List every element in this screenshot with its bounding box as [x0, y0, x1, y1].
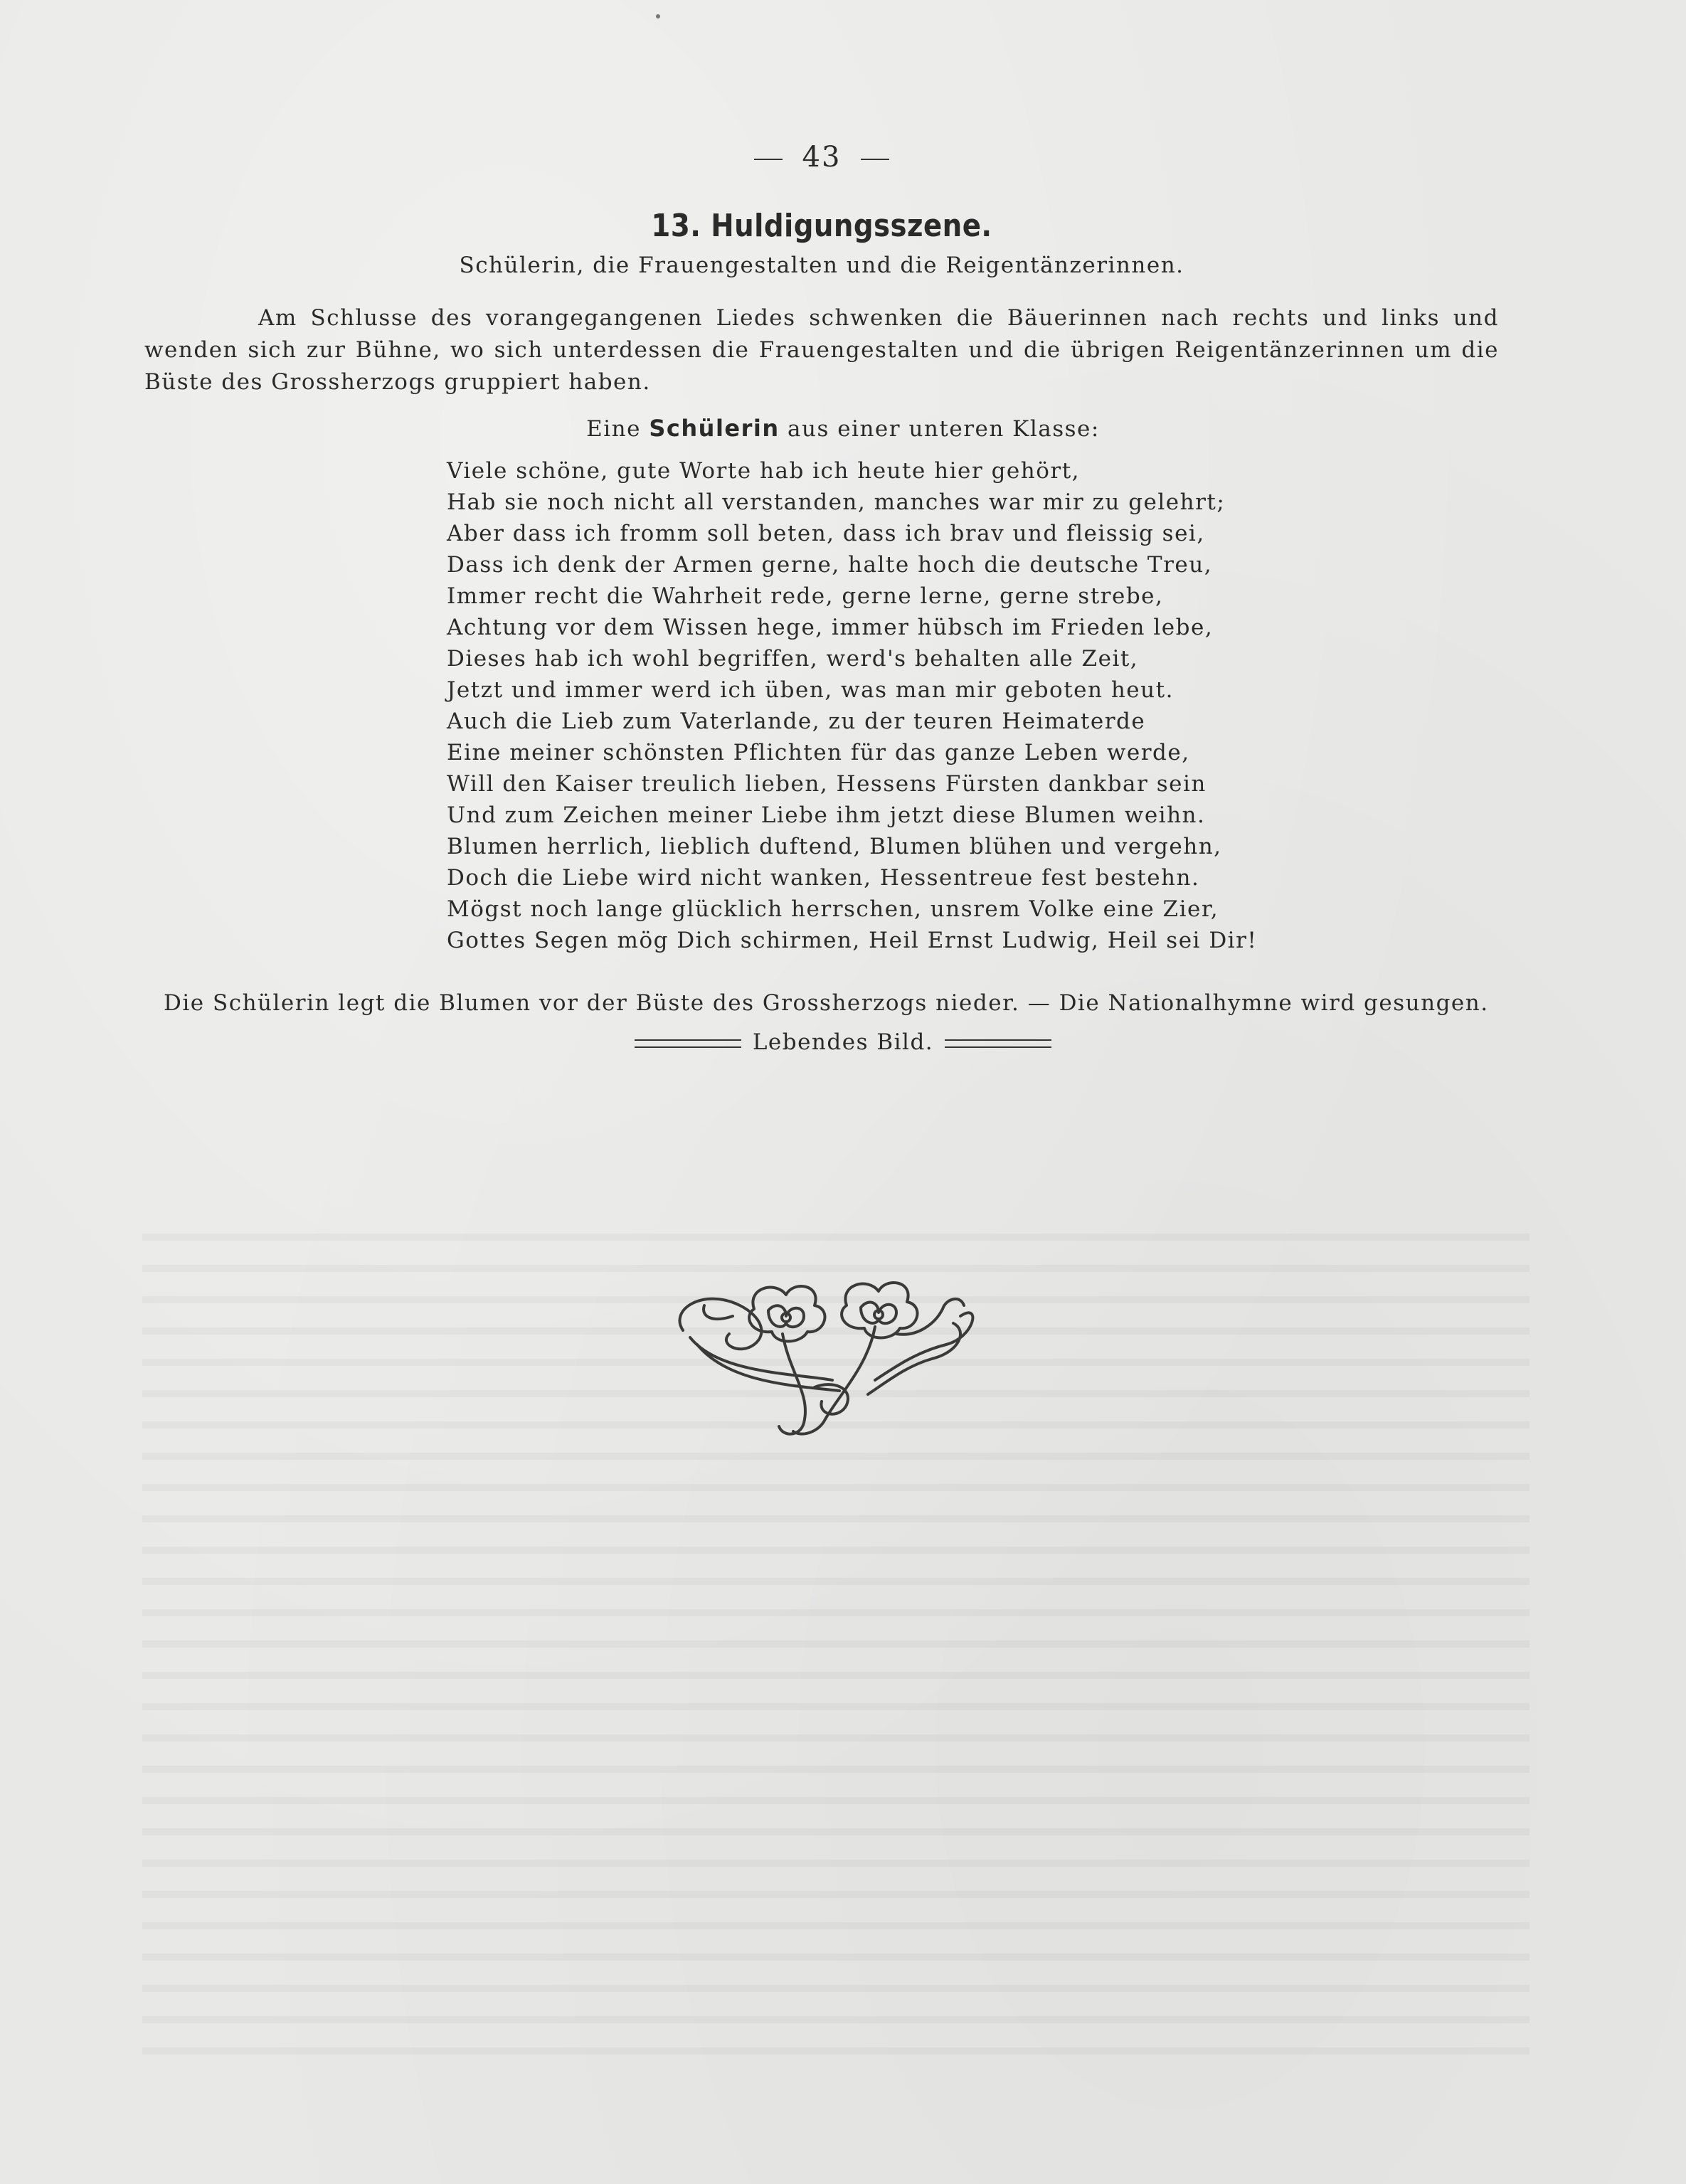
poem [447, 455, 1372, 956]
cast-list: Schülerin, die Frauengestalten und die Reigentänzerinnen. [459, 253, 1184, 278]
poem-line: Doch die Liebe wird nicht wanken, Hessentreue fest bestehn. [447, 865, 1200, 891]
dash-right [861, 159, 889, 160]
poem-line: Achtung vor dem Wissen hege, immer hübsch im Frieden lebe, [447, 615, 1214, 640]
speaker-name: Schülerin [649, 415, 780, 442]
poem-line: Viele schöne, gute Worte hab ich heute hier gehört, [447, 458, 1081, 484]
poem-line: Jetzt und immer werd ich üben, was man mir geboten heut. [447, 677, 1174, 703]
section-title-text: Huldigungsszene. [711, 208, 992, 244]
poem-line: Eine meiner schönsten Pflichten für das ganze Leben werde, [447, 740, 1190, 765]
page-number [0, 141, 1643, 174]
poem-line: Auch die Lieb zum Vaterlande, zu der teuren Heimaterde [447, 709, 1146, 734]
speaker-intro [0, 415, 1686, 442]
tableau-text: Lebendes Bild. [752, 1029, 934, 1055]
poem-line: Gottes Segen mög Dich schirmen, Heil Ernst Ludwig, Heil sei Dir! [447, 928, 1258, 953]
poem-line: Und zum Zeichen meiner Liebe ihm jetzt diese Blumen weihn. [447, 802, 1206, 828]
poem-line: Blumen herrlich, lieblich duftend, Blumen blühen und vergehn, [447, 834, 1222, 859]
poem-line: Will den Kaiser treulich lieben, Hessens Fürsten dankbar sein [447, 771, 1207, 797]
poem-line: Dass ich denk der Armen gerne, halte hoch die deutsche Treu, [447, 552, 1213, 578]
floral-vignette-icon [662, 1266, 982, 1444]
paper-speck [656, 14, 660, 18]
speaker-intro-before: Eine [586, 416, 641, 442]
double-rule-left [635, 1039, 741, 1048]
speaker-intro-after: aus einer unteren Klasse: [788, 416, 1100, 442]
poem-line: Mögst noch lange glücklich herrschen, unsrem Volke eine Zier, [447, 896, 1219, 922]
poem-line: Hab sie noch nicht all verstanden, manches war mir zu gelehrt; [447, 489, 1226, 515]
section-title [99, 208, 1545, 244]
page-number-value: 43 [802, 141, 842, 174]
tableau-line [0, 1029, 1686, 1055]
closing-direction: Die Schülerin legt die Blumen vor der Büste des Grossherzogs nieder. — Die Nationalhymne wird gesungen. [164, 990, 1489, 1016]
stage-direction: Am Schlusse des vorangegangenen Liedes schwenken die Bäuerinnen nach rechts und links und wenden sich zur Bühne, wo sich unterdessen die Frauengestalten und die übrigen Reigentänzerinnen um die Büste des Grossherzogs gruppiert haben. [144, 305, 1499, 395]
dash-left [754, 159, 783, 160]
poem-line: Dieses hab ich wohl begriffen, werd's behalten alle Zeit, [447, 646, 1139, 672]
poem-line: Immer recht die Wahrheit rede, gerne lerne, gerne strebe, [447, 583, 1164, 609]
section-number: 13. [651, 208, 701, 244]
double-rule-right [945, 1039, 1051, 1048]
poem-line: Aber dass ich fromm soll beten, dass ich brav und fleissig sei, [447, 521, 1205, 546]
